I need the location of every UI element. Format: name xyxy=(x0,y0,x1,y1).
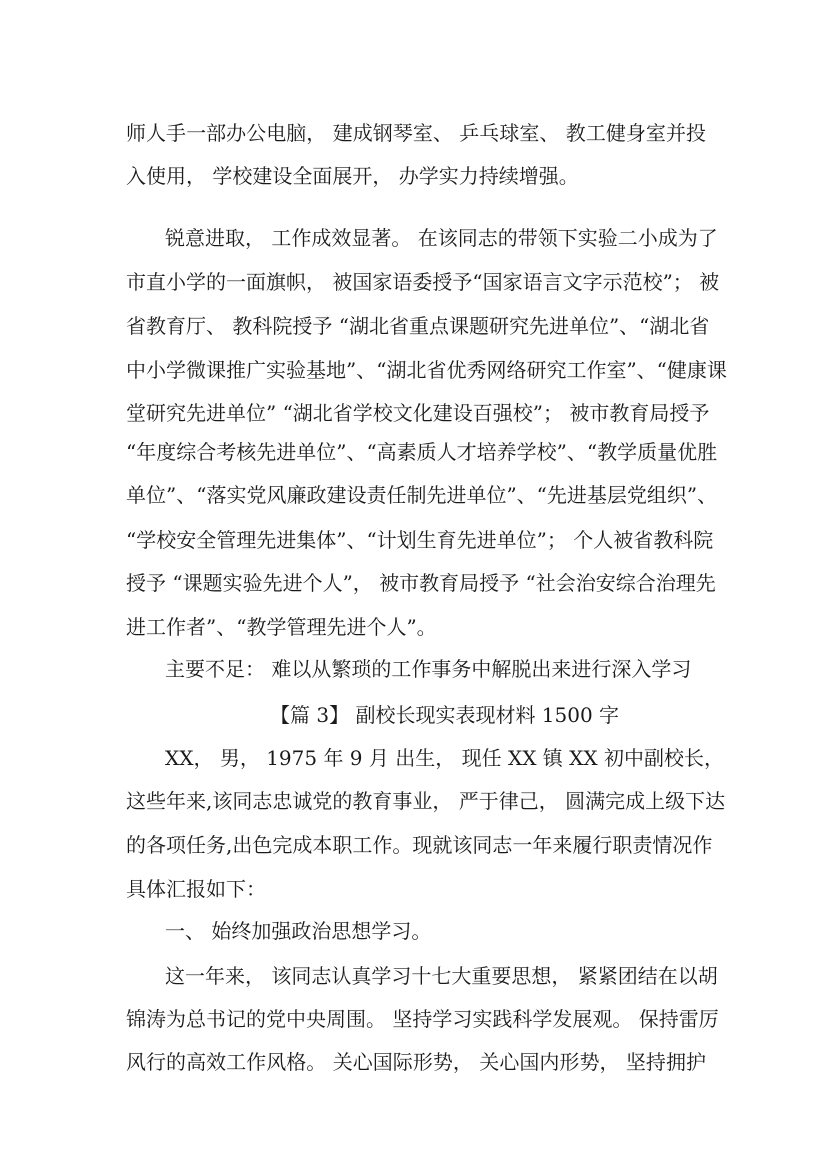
text-line: 这一年来， 该同志认真学习十七大重要思想， 紧紧团结在以胡 xyxy=(165,964,718,988)
text-line: 市直小学的一面旗帜， 被国家语委授予“国家语言文字示范校”； 被 xyxy=(126,270,720,294)
text-line: 省教育厅、 教科院授予 “湖北省重点课题研究先进单位”、“湖北省 xyxy=(126,314,710,338)
text-line: 单位”、“落实党风廉政建设责任制先进单位”、“先进基层党组织”、 xyxy=(126,483,718,507)
text-line: 锐意进取， 工作成效显著。 在该同志的带领下实验二小成为了 xyxy=(165,226,718,250)
text-line: 这些年来,该同志忠诚党的教育事业， 严于律己， 圆满完成上级下达 xyxy=(126,789,726,813)
text-line: 师人手一部办公电脑， 建成钢琴室、 乒乓球室、 教工健身室并投 xyxy=(126,121,706,145)
text-line: 入使用， 学校建设全面展开， 办学实力持续增强。 xyxy=(126,164,579,188)
text-line: 进工作者”、“教学管理先进个人”。 xyxy=(126,615,437,639)
text-line: 中小学微课推广实验基地”、“湖北省优秀网络研究工作室”、“健康课 xyxy=(126,358,727,382)
text-line: 一、 始终加强政治思想学习。 xyxy=(165,919,432,943)
text-line: 堂研究先进单位” “湖北省学校文化建设百强校”； 被市教育局授予 xyxy=(126,401,710,425)
text-line: “年度综合考核先进单位”、“高素质人才培养学校”、“教学质量优胜 xyxy=(126,440,718,464)
text-line: 具体汇报如下： xyxy=(126,877,266,901)
text-line: 授予 “课题实验先进个人”， 被市教育局授予 “社会治安综合治理先 xyxy=(126,571,716,595)
text-line: 主要不足： 难以从繁琐的工作事务中解脱出来进行深入学习 xyxy=(165,657,692,681)
text-line: XX， 男， 1975 年 9 月 出生， 现任 XX 镇 XX 初中副校长， xyxy=(165,746,724,770)
text-line: “学校安全管理先进集体”、“计划生育先进单位”； 个人被省教科院 xyxy=(126,528,714,552)
text-line: 锦涛为总书记的党中央周围。 坚持学习实践科学发展观。 保持雷厉 xyxy=(126,1007,719,1031)
text-line: 风行的高效工作风格。 关心国际形势， 关心国内形势， 坚持拥护 xyxy=(126,1050,706,1074)
section-heading: 【篇 3】 副校长现实表现材料 1500 字 xyxy=(270,703,620,727)
text-line: 的各项任务,出色完成本职工作。现就该同志一年来履行职责情况作 xyxy=(126,833,713,857)
